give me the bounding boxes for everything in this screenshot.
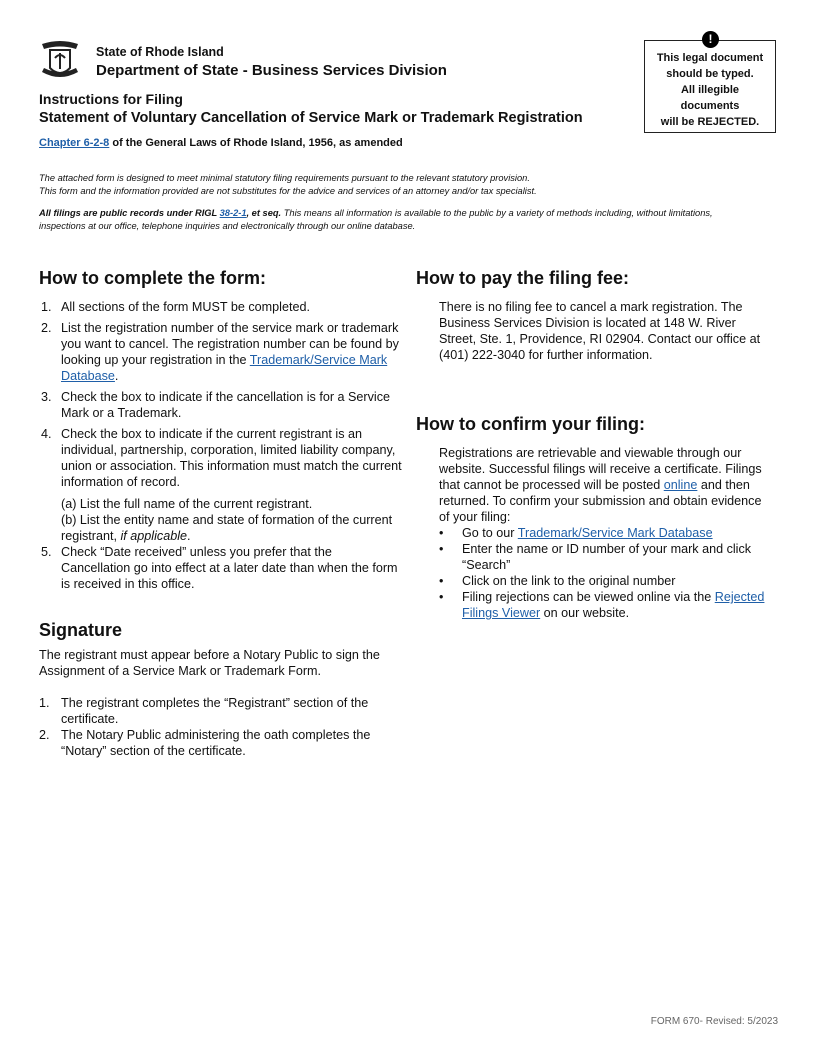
notice-line: All illegible [680, 84, 740, 96]
chapter-reference [39, 137, 403, 149]
notice-line: This legal document [656, 52, 764, 64]
notice-line: will be REJECTED. [660, 116, 760, 128]
signature-heading: Signature [39, 620, 123, 640]
pay-heading: How to pay the filing fee: [416, 268, 630, 288]
disclaimer [39, 172, 739, 198]
confirm-list [439, 525, 769, 621]
disclaimer-line: This form and the information provided are not substitutes for the advice and services of an attorney and/or tax specialist. [39, 186, 537, 196]
complete-heading: How to complete the form: [39, 268, 267, 288]
list-item: 2. List the registration number of the service mark or trademark you want to cancel. The registration number can be found by looking up your registration in the Trademark/Service Mark Database. [41, 321, 399, 383]
list-item: • Go to our Trademark/Service Mark Database [439, 526, 713, 540]
pay-text: There is no filing fee to cancel a mark registration. The Business Services Division is located at 148 W. River Street, Ste. 1, Providence, RI 02904. Contact our office at (401) 222-3040 for further information. [439, 300, 761, 362]
list-item: 3. Check the box to indicate if the cancellation is for a Service Mark or a Trademark. [41, 390, 391, 420]
signature-steps [39, 695, 404, 759]
list-item: 5. Check “Date received” unless you prefer that the Cancellation go into effect at a later date than when the form is received in this office. [41, 545, 398, 591]
rejected-filings-link[interactable]: Rejected Filings Viewer [462, 590, 765, 620]
sub-item-b: (b) List the entity name and state of formation of the current registrant, if applicable. [61, 513, 393, 543]
list-item: 4. Check the box to indicate if the current registrant is an individual, partnership, corporation, limited liability company, union or association. This information must match the current information of record. (a) List the full name of the current registrant. (b) List the entity name and state of formation of the current registrant, if applicable. [39, 426, 404, 544]
signature-intro: The registrant must appear before a Notary Public to sign the Assignment of a Service Mark or Trademark Form. [39, 648, 380, 678]
state-name: State of Rhode Island [96, 45, 224, 59]
list-item: • Click on the link to the original number [439, 574, 676, 588]
department-name: Department of State - Business Services Division [96, 62, 447, 79]
chapter-text: of the General Laws of Rhode Island, 1956, as amended [109, 137, 403, 149]
public-records-bold2: , et seq. [246, 208, 282, 218]
confirm-heading: How to confirm your filing: [416, 414, 645, 434]
list-item: 1. All sections of the form MUST be completed. [41, 300, 310, 314]
public-records-notice [39, 207, 759, 233]
legal-notice-box [644, 32, 776, 133]
list-item: 2. The Notary Public administering the oath completes the “Notary” section of the certificate. [39, 728, 371, 758]
rhode-island-seal-icon [38, 38, 82, 82]
confirm-text: Registrations are retrievable and viewable through our website. Successful filings will receive a certificate. Filings that cannot be processed will be posted online and then returned. To confirm your submission and obtain evidence of your filing: • Go to our Trademark/Service Mark Database • Enter the name or ID number of your mark and click “Search” • Click on the link to the original number • Filing rejections can be viewed online via the Rejected Filings Viewer on our website. [439, 445, 769, 621]
chapter-link[interactable]: Chapter 6-2-8 [39, 137, 110, 149]
trademark-database-link[interactable]: Trademark/Service Mark Database [61, 353, 388, 383]
notice-line: should be typed. [666, 68, 754, 80]
rigl-link[interactable]: 38-2-1 [219, 208, 247, 218]
instructions-title: Instructions for Filing [39, 91, 183, 107]
form-footer: FORM 670- Revised: 5/2023 [650, 1016, 778, 1027]
sub-item-a: (a) List the full name of the current registrant. [61, 497, 313, 511]
complete-steps [39, 299, 404, 597]
trademark-database-link[interactable]: Trademark/Service Mark Database [517, 526, 713, 540]
disclaimer-line: The attached form is designed to meet minimal statutory filing requirements pursuant to the relevant statutory provision. [39, 173, 530, 183]
list-item: • Enter the name or ID number of your mark and click “Search” [439, 542, 752, 572]
public-records-bold: All filings are public records under RIGL [39, 208, 220, 218]
public-records-text: This means all information is available to the public by a variety of methods including, without limitations, inspections at our office, telephone inquiries and electronically through our online database. [39, 208, 713, 231]
list-item: 1. The registrant completes the “Registrant” section of the certificate. [39, 696, 369, 726]
list-item: • Filing rejections can be viewed online via the Rejected Filings Viewer on our website. [439, 590, 765, 620]
notice-line: documents [680, 100, 740, 112]
exclamation-icon: ! [702, 31, 719, 48]
online-link[interactable]: online [663, 478, 698, 492]
form-title: Statement of Voluntary Cancellation of Service Mark or Trademark Registration [39, 110, 583, 126]
